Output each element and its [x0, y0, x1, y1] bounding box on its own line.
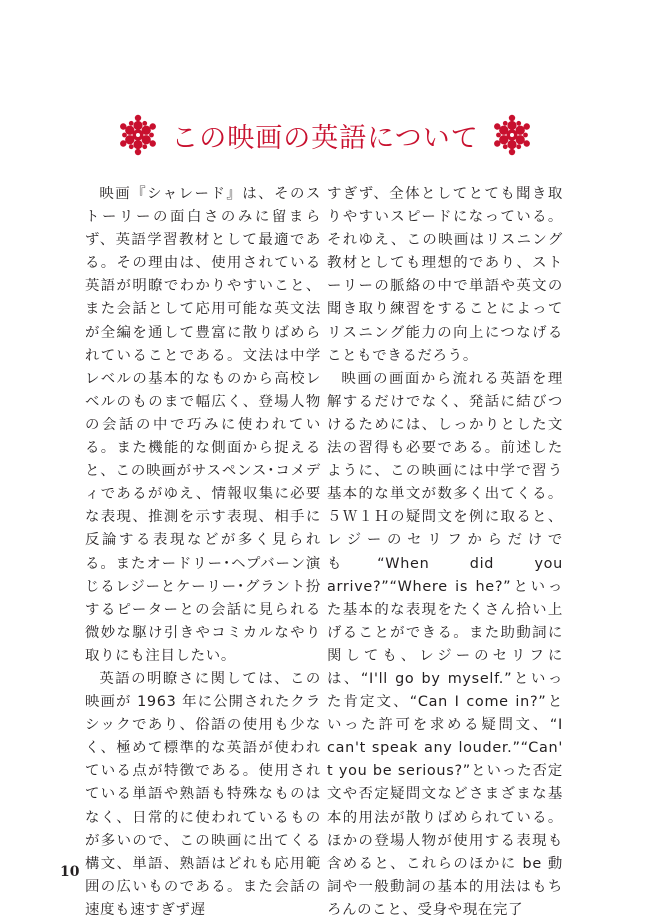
body-paragraph: 英語の明瞭さに関しては、この映画が 1963 年に公開されたクラシックであり、俗語の使用も少なく、極めて標準的な英語が使われている点が特徴である。使用されている単語や熟語も特殊なものはなく、日常的に使われているものが多いので、この映画に出てくる構文、単語、熟語はどれも応用範囲の広いものである。また会話の速度も速すぎず遅 [85, 670, 321, 918]
page-number: 10 [60, 864, 80, 880]
right-column [327, 183, 563, 922]
body-paragraph: 映画の画面から流れる英語を理解するだけでなく、発話に結びつけるためには、しっかりとした文法の習得も必要である。前述したように、この映画には中学で習う基本的な単文が数多く出てくる。５Ｗ１Ｈの疑問文を例に取ると、レジーのセリフからだけでも“When did you arrive?”“Where is he?”といった基本的な表現をたくさん拾い上げることができる。また助動詞に関しても、レジーのセリフには、“I'll go by myself.”といった肯定文、“Can I come in?”といった許可を求める疑問文、“I can't speak any louder.”“Can' t you be serious?”といった否定文や否定疑問文などさまざまな基本的用法が散りばめられている。ほかの登場人物が使用する表現も含めると、これらのほかに be 動詞や一般動詞の基本的用法はもちろんのこと、受身や現在完了 [327, 370, 563, 918]
flower-ornament-icon [117, 114, 159, 156]
flower-ornament-icon [491, 114, 533, 156]
left-column [85, 183, 321, 922]
section-heading [0, 113, 650, 157]
body-paragraph-continuation: すぎず、全体としてとても聞き取りやすいスピードになっている。それゆえ、この映画はリスニング教材としても理想的であり、ストーリーの脈絡の中で単語や英文の聞き取り練習をすることによってリスニング能力の向上につなげることもできるだろう。 [327, 186, 563, 364]
page-title: この映画の英語について [171, 122, 479, 154]
body-paragraph: 映画『シャレード』は、そのストーリーの面白さのみに留まらず、英語学習教材として最適である。その理由は、使用されている英語が明瞭でわかりやすいこと、また会話として応用可能な英文法が全編を通して豊富に散りばめられていることである。文法は中学レベルの基本的なものから高校レベルのものまで幅広く、登場人物の会話の中で巧みに使われている。また機能的な側面から捉えると、この映画がサスペンス･コメディであるがゆえ、情報収集に必要な表現、推測を示す表現、相手に反論する表現などが多く見られる。またオードリー･ヘプバーン演じるレジーとケーリー･グラント扮するピーターとの会話に見られる微妙な駆け引きやコミカルなやり取りにも注目したい。 [85, 186, 321, 664]
